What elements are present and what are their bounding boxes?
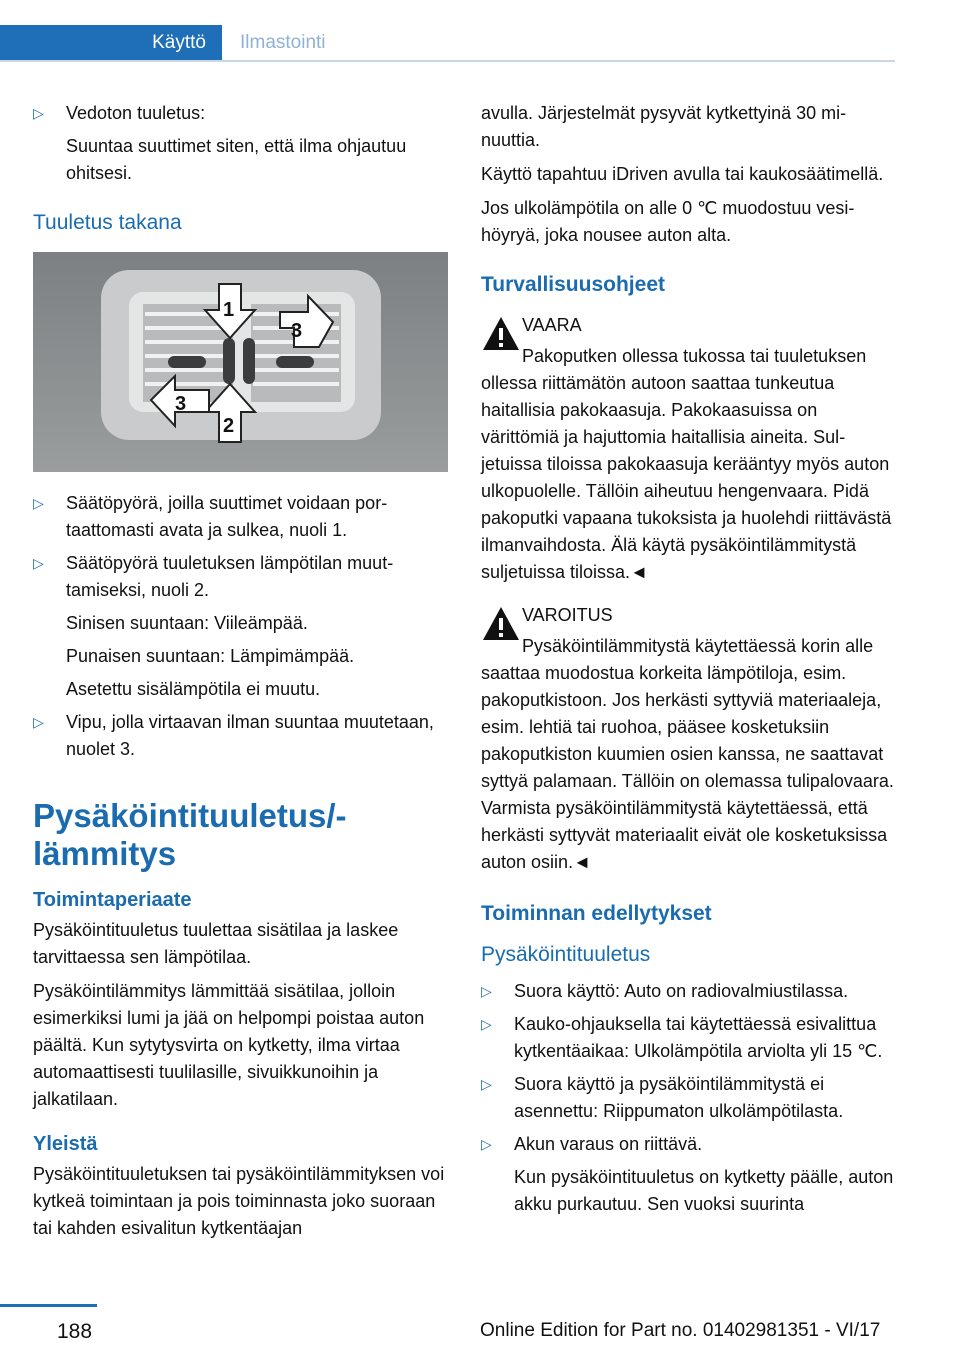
rear-vent-photo xyxy=(33,252,448,472)
photo-label: 2 xyxy=(223,415,235,437)
bullet-text: Vedoton tuuletus: xyxy=(66,103,206,123)
bullet-text: Suora käyttö ja pysäköintilämmitystä ei asennettu: Riippumaton ulkolämpötilasta. xyxy=(514,1074,844,1121)
warning-body: Pakoputken ollessa tukossa tai tuuletuksen ollessa riittämätön autoon saattaa tunkeutua haitallisia pakokaasuja. Pakokaasuissa on värittömiä ja hajuttomia haitallisia aineita. Suljetuissa tiloissa pakokaasuja kerääntyy myös auton ulkopuolelle. Tällöin aiheutuu hengenvaara. Pidä pakoputki vapaana tukoksista ja huolehdi riittävästä ilmanvaihdosta. Älä käytä pysäköintilämmitystä suljetuissa tiloissa.◄ xyxy=(481,346,892,582)
paragraph: Jos ulkolämpötila on alle 0 ℃ muodostuu vesihöyryä, joka nousee auton alta. xyxy=(481,198,855,245)
paragraph: Pysäköintituuletuksen tai pysäköintilämmityksen voi kytkeä toimintaan ja pois toiminnasta joko suoraan tai kahden esivalitun kytkentäajan xyxy=(33,1164,445,1238)
warning-title: VAROITUS xyxy=(522,605,613,625)
subheading: Yleistä xyxy=(33,1133,98,1155)
bullet-item xyxy=(33,709,451,763)
warning-title: VAARA xyxy=(522,315,582,335)
header-rule xyxy=(0,60,895,62)
paragraph: avulla. Järjestelmät pysyvät kytkettyinä 30 minuuttia. xyxy=(481,103,847,150)
left-column xyxy=(33,100,451,1249)
bullet-text: Suora käyttö: Auto on radiovalmiustilassa. xyxy=(514,981,849,1001)
subheading: Pysäköintituuletus xyxy=(481,943,651,966)
bullet-subtext: Suuntaa suuttimet siten, että ilma ohjautuu ohitsesi. xyxy=(66,136,407,183)
bullet-subtext: Sinisen suuntaan: Viileämpää. xyxy=(66,613,308,633)
bullet-triangle-icon: ▷ xyxy=(33,714,44,730)
chapter-tab-label: Käyttö xyxy=(152,32,206,53)
warning-caution xyxy=(481,602,899,876)
bullet-item xyxy=(481,1071,899,1125)
bullet-item xyxy=(33,100,451,187)
section-heading: Tuuletus takana xyxy=(33,211,182,234)
bullet-text: Kauko-ohjauksella tai käytettäessä esivalittua kytkentäaikaa: Ulkolämpötila arviolta yli 15 ℃. xyxy=(514,1014,883,1061)
bullet-triangle-icon: ▷ xyxy=(481,1076,492,1092)
subheading: Toimintaperiaate xyxy=(33,889,192,911)
bullet-triangle-icon: ▷ xyxy=(481,1136,492,1152)
chapter-heading: Pysäköintituuletus/-lämmitys xyxy=(33,797,347,872)
chapter-tab-active[interactable] xyxy=(0,25,222,62)
paragraph: Pysäköintituuletus tuulettaa sisätilaa ja laskee tarvittaessa sen lämpötilaa. xyxy=(33,920,399,967)
bullet-triangle-icon: ▷ xyxy=(481,1016,492,1032)
warning-triangle-icon xyxy=(481,314,521,354)
photo-label: 3 xyxy=(175,393,187,415)
right-column xyxy=(481,100,899,1224)
footer-rule xyxy=(0,1304,97,1307)
paragraph: Pysäköintilämmitys lämmittää sisätilaa, jolloin esimerkiksi lumi ja jää on helpompi poistaa auton päältä. Kun sytytysvirta on kytketty, ilma virtaa automaattisesti tuulilasille, sivuikkunoihin ja jalkatilaan. xyxy=(33,981,425,1109)
bullet-text: Säätöpyörä tuuletuksen lämpötilan muuttamiseksi, nuoli 2. xyxy=(66,553,394,600)
bullet-item xyxy=(481,978,899,1005)
section-tab[interactable]: Ilmastointi xyxy=(240,32,326,53)
page-number: 188 xyxy=(57,1320,93,1343)
bullet-text: Akun varaus on riittävä. xyxy=(514,1134,703,1154)
bullet-subtext: Punaisen suuntaan: Lämpimämpää. xyxy=(66,646,355,666)
bullet-subtext: Asetettu sisälämpötila ei muutu. xyxy=(66,679,321,699)
photo-label: 1 xyxy=(223,299,235,321)
section-heading: Turvallisuusohjeet xyxy=(481,273,665,296)
bullet-item xyxy=(33,490,451,544)
section-heading: Toiminnan edellytykset xyxy=(481,902,712,925)
edition-note: Online Edition for Part no. 01402981351 - VI/17 xyxy=(480,1320,881,1341)
warning-triangle-icon xyxy=(481,604,521,644)
bullet-triangle-icon: ▷ xyxy=(33,555,44,571)
bullet-item xyxy=(481,1131,899,1218)
bullet-text: Säätöpyörä, joilla suuttimet voidaan portaattomasti avata ja sulkea, nuoli 1. xyxy=(66,493,388,540)
bullet-text: Vipu, jolla virtaavan ilman suuntaa muutetaan, nuolet 3. xyxy=(66,712,434,759)
bullet-item xyxy=(481,1011,899,1065)
bullet-item xyxy=(33,550,451,703)
bullet-triangle-icon: ▷ xyxy=(481,983,492,999)
warning-danger xyxy=(481,312,899,586)
bullet-triangle-icon: ▷ xyxy=(33,495,44,511)
photo-label: 3 xyxy=(291,320,303,342)
bullet-subtext: Kun pysäköintituuletus on kytketty päälle, auton akku purkautuu. Sen vuoksi suurinta xyxy=(514,1167,894,1214)
rear-vent-illustration xyxy=(33,252,448,472)
warning-body: Pysäköintilämmitystä käytettäessä korin alle saattaa muodostua korkeita lämpötiloja, esim. pakoputkistoon. Jos herkästi syttyviä materiaaleja, esim. lehtiä tai ruohoa, pääsee kosketuksiin pakoputkiston kuumien osien kanssa, ne saattavat syttyä palamaan. Tällöin on olemassa tulipalovaara. Varmista pysäköintilämmitystä käytettäessä, että herkästi syttyvät materiaalit eivät ole kosketuksissa auton osiin.◄ xyxy=(481,636,894,872)
paragraph: Käyttö tapahtuu iDriven avulla tai kaukosäätimellä. xyxy=(481,164,884,184)
bullet-triangle-icon: ▷ xyxy=(33,105,44,121)
